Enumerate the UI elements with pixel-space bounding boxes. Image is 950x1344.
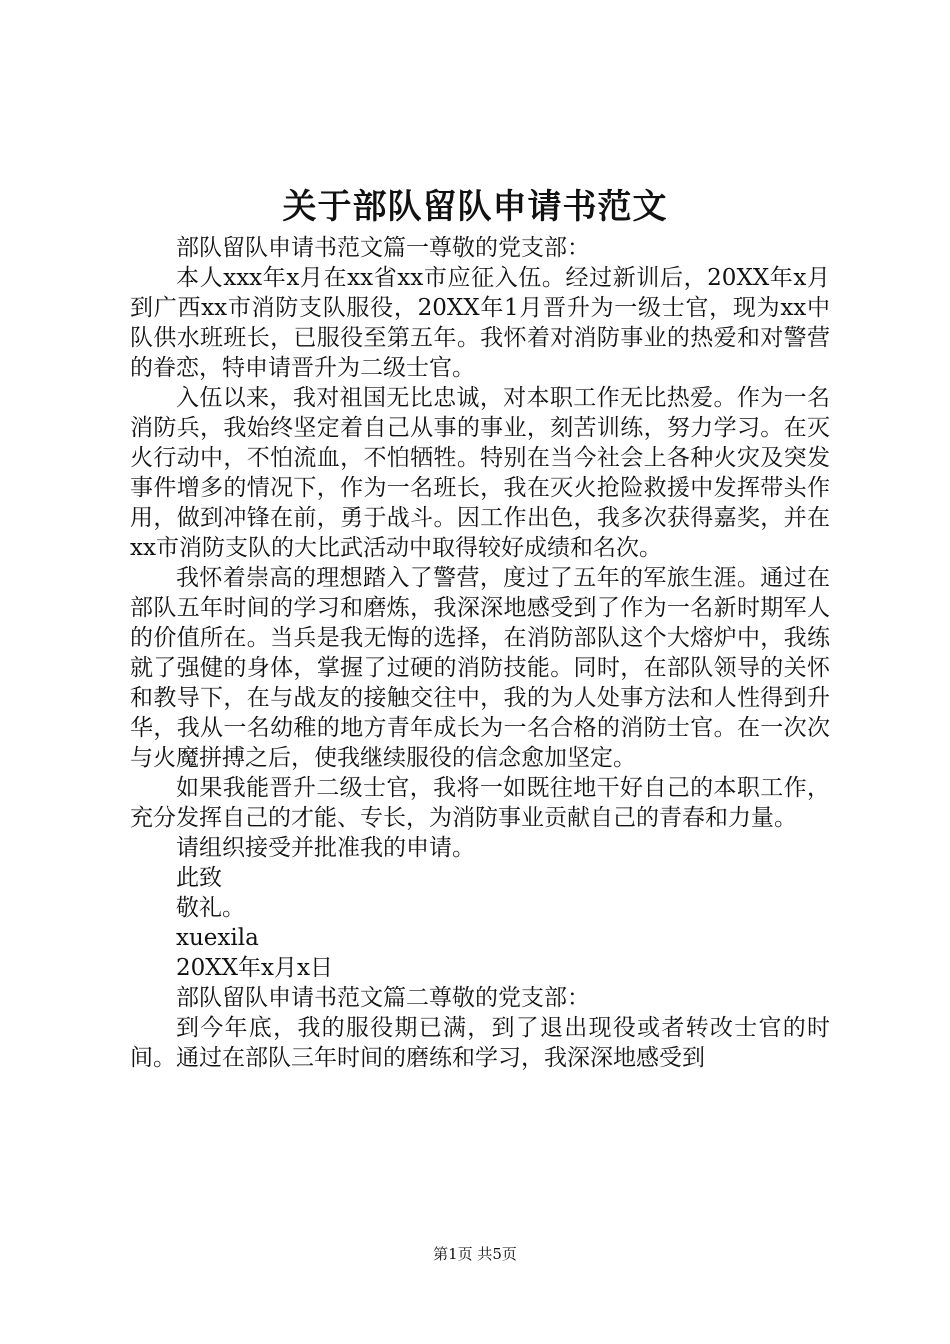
regards-line: 敬礼。 <box>176 895 245 921</box>
paragraph-4: 我怀着崇高的理想踏入了警营，度过了五年的军旅生涯。通过在部队五年时间的学习和磨炼，我深深地感受到了作为一名新时期军人的价值所在。当兵是我无悔的选择，在消防部队这个大熔炉中，我练就了强健的身体，掌握了过硬的消防技能。同时，在部队领导的关怀和教导下，在与战友的接触交往中，我的为人处事方法和人性得到升华，我从一名幼稚的地方青年成长为一名合格的消防士官。在一次次与火魔拼搏之后，使我继续服役的信念愈加坚定。 <box>130 565 830 771</box>
document-title: 关于部队留队申请书范文 <box>282 187 668 227</box>
paragraph-2: 本人xxx年x月在xx省xx市应征入伍。经过新训后，20XX年x月到广西xx市消防支队服役，20XX年1月晋升为一级士官，现为xx中队供水班班长，已服役至第五年。我怀着对消防事业的热爱和对警营的眷恋，特申请晋升为二级士官。 <box>130 265 830 381</box>
page-number-footer: 第1页 共5页 <box>433 1245 517 1263</box>
signature-line: xuexila <box>176 925 259 951</box>
paragraph-6: 到今年底，我的服役期已满，到了退出现役或者转改士官的时间。通过在部队三年时间的磨练和学习，我深深地感受到 <box>130 1015 830 1071</box>
paragraph-5: 如果我能晋升二级士官，我将一如既往地干好自己的本职工作，充分发挥自己的才能、专长，为消防事业贡献自己的青春和力量。 <box>130 775 830 831</box>
document-body <box>130 233 830 1073</box>
date-line: 20XX年x月x日 <box>176 955 333 981</box>
paragraph-1: 部队留队申请书范文篇一尊敬的党支部： <box>176 235 590 261</box>
section-two-heading: 部队留队申请书范文篇二尊敬的党支部： <box>176 985 590 1011</box>
request-line: 请组织接受并批准我的申请。 <box>176 835 475 861</box>
paragraph-3: 入伍以来，我对祖国无比忠诚，对本职工作无比热爱。作为一名消防兵，我始终坚定着自己从事的事业，刻苦训练，努力学习。在灭火行动中，不怕流血，不怕牺牲。特别在当今社会上各种火灾及突发事件增多的情况下，作为一名班长，我在灭火抢险救援中发挥带头作用，做到冲锋在前，勇于战斗。因工作出色，我多次获得嘉奖，并在xx市消防支队的大比武活动中取得较好成绩和名次。 <box>130 385 830 561</box>
salutation-line: 此致 <box>176 865 222 891</box>
